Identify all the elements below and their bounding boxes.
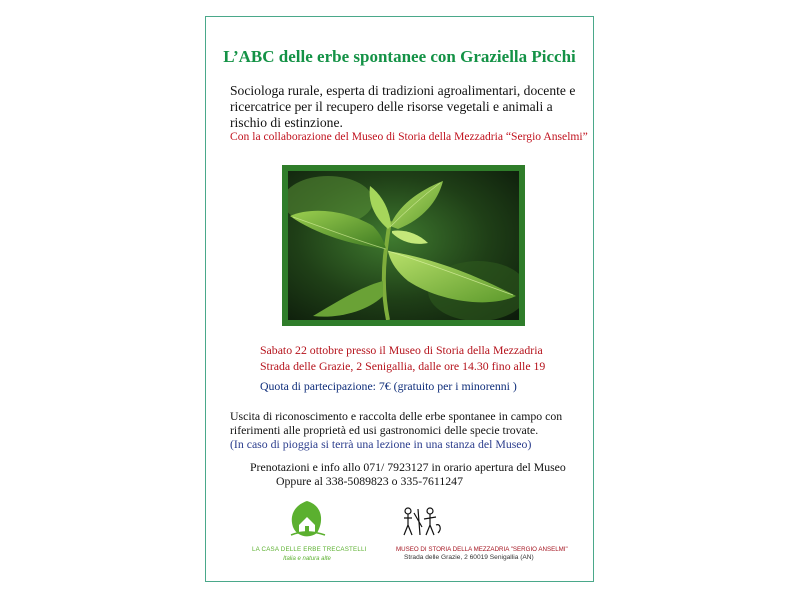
- poster-title: L’ABC delle erbe spontanee con Graziella Picchi: [223, 47, 576, 66]
- description-text: Uscita di riconoscimento e raccolta delle erbe spontanee in campo con riferimenti alle proprietà ed usi gastronomici delle specie trovate.: [230, 409, 563, 437]
- contact-line-2: Oppure al 338-5089823 o 335-7611247: [276, 474, 463, 488]
- casa-delle-erbe-logo: [252, 499, 367, 562]
- museo-mezzadria-logo: [396, 505, 566, 561]
- participation-fee: Quota di partecipazione: 7€ (gratuito per i minorenni ): [260, 379, 517, 393]
- event-date-line: Sabato 22 ottobre presso il Museo di Storia della Mezzadria: [260, 343, 543, 357]
- logo-left-name: LA CASA DELLE ERBE TRECASTELLI: [252, 546, 367, 553]
- speaker-bio: Sociologa rurale, esperta di tradizioni agroalimentari, docente e ricercatrice per il recupero delle risorse vegetali e animali a rischio di estinzione.: [230, 83, 576, 130]
- logo-right-address: Strada delle Grazie, 2 60019 Senigallia (AN): [404, 554, 534, 561]
- contact-info: [250, 460, 566, 488]
- event-details: [260, 342, 545, 374]
- nettle-plant-photo: [288, 171, 519, 320]
- farmers-emblem-icon: [400, 505, 444, 537]
- contact-line-1: Prenotazioni e info allo 071/ 7923127 in orario apertura del Museo: [250, 460, 566, 474]
- photo-frame: [282, 165, 525, 326]
- logo-right-name: MUSEO DI STORIA DELLA MEZZADRIA "SERGIO ANSELMI": [396, 546, 568, 553]
- event-location-line: Strada delle Grazie, 2 Senigallia, dalle ore 14.30 fino alle 19: [260, 359, 546, 373]
- rain-note: (In caso di pioggia si terrà una lezione in una stanza del Museo): [230, 437, 532, 451]
- leaf-house-icon: [287, 499, 327, 539]
- activity-description: [230, 409, 580, 451]
- event-poster: [205, 16, 594, 582]
- logo-left-sub: Italia e natura alte: [283, 556, 331, 562]
- collaboration-note: Con la collaborazione del Museo di Storia della Mezzadria “Sergio Anselmi”: [230, 130, 588, 143]
